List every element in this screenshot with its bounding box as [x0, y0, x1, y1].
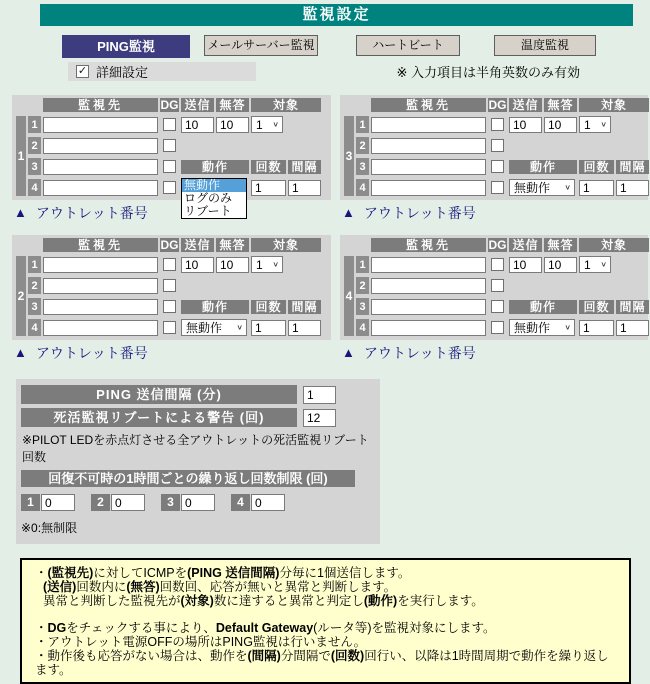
retry-limit-group — [91, 494, 145, 511]
row-number: 1 — [356, 116, 369, 133]
send-count-input[interactable] — [509, 257, 542, 273]
row-number: 3 — [28, 158, 41, 175]
dg-checkbox-4[interactable] — [163, 181, 176, 194]
column-header-subject: 対象 — [251, 238, 321, 252]
outlet-number-link[interactable] — [342, 204, 648, 221]
chevron-down-icon: ∨ — [272, 120, 279, 129]
detail-setting-checkbox[interactable] — [76, 65, 89, 78]
subject-select[interactable] — [251, 116, 283, 133]
chevron-down-icon: ∨ — [600, 260, 607, 269]
explanation-note-box — [20, 558, 631, 684]
action-select-value: 無動作 — [514, 181, 551, 195]
column-header-dg: DG — [488, 98, 507, 112]
action-count-input[interactable] — [579, 320, 614, 336]
check-icon: ✓ — [77, 65, 88, 77]
triangle-up-icon: ▲ — [342, 345, 355, 360]
row-number: 4 — [28, 179, 41, 196]
target-input-3[interactable] — [43, 299, 158, 315]
sub-header-interval: 間隔 — [288, 160, 321, 174]
tab-mail-server-monitor[interactable]: メールサーバー監視 — [204, 35, 318, 56]
ping-interval-input[interactable] — [303, 386, 336, 404]
row-number: 4 — [356, 179, 369, 196]
sub-header-count: 回数 — [251, 160, 286, 174]
target-input-4[interactable] — [371, 180, 486, 196]
retry-limit-input-4[interactable] — [251, 494, 285, 511]
block-number: 4 — [344, 256, 354, 336]
outlet-link-label: アウトレット番号 — [363, 344, 476, 361]
monitor-table — [340, 95, 648, 200]
tab-temperature-monitor[interactable]: 温度監視 — [494, 35, 596, 56]
block-number: 2 — [16, 256, 26, 336]
subject-select-value: 1 — [584, 257, 591, 272]
retry-limit-input-2[interactable] — [111, 494, 145, 511]
action-dropdown-list — [181, 178, 247, 219]
no-answer-count-input[interactable] — [216, 257, 249, 273]
blocks-row-bottom — [12, 235, 650, 361]
target-input-1[interactable] — [43, 117, 158, 133]
subject-select[interactable] — [251, 256, 283, 273]
dg-checkbox-1[interactable] — [163, 118, 176, 131]
triangle-up-icon: ▲ — [14, 205, 27, 220]
row-number: 1 — [356, 256, 369, 273]
sub-header-action: 動作 — [181, 300, 249, 314]
column-header-send: 送信 — [509, 238, 542, 252]
dg-checkbox-1[interactable] — [491, 118, 504, 131]
dg-checkbox-2[interactable] — [163, 139, 176, 152]
triangle-up-icon: ▲ — [342, 205, 355, 220]
outlet-number-link[interactable] — [14, 344, 331, 361]
monitor-block — [12, 95, 331, 221]
note-line: 異常と判断した監視先が(対象)数に達すると異常と判定し(動作)を実行します。 — [43, 594, 484, 608]
block-number: 3 — [344, 116, 354, 196]
outlet-link-label: アウトレット番号 — [35, 204, 148, 221]
column-header-no-answer: 無答 — [544, 98, 577, 112]
column-header-send: 送信 — [181, 238, 214, 252]
action-option-no-action[interactable]: 無動作 — [182, 179, 246, 192]
dg-checkbox-2[interactable] — [163, 279, 176, 292]
row-number: 2 — [28, 277, 41, 294]
reboot-warning-label: 死活監視リブートによる警告 (回) — [21, 408, 297, 427]
dg-checkbox-4[interactable] — [163, 321, 176, 334]
no-answer-count-input[interactable] — [544, 117, 577, 133]
target-input-2[interactable] — [371, 138, 486, 154]
chevron-down-icon: ∨ — [600, 120, 607, 129]
dg-checkbox-1[interactable] — [491, 258, 504, 271]
target-input-1[interactable] — [371, 257, 486, 273]
target-input-1[interactable] — [43, 257, 158, 273]
action-select[interactable] — [181, 319, 247, 336]
send-count-input[interactable] — [181, 257, 214, 273]
ping-interval-label: PING 送信間隔 (分) — [21, 385, 297, 404]
page-title: 監視設定 — [40, 4, 633, 26]
retry-limit-label: 回復不可時の1時間ごとの繰り返し回数制限 (回) — [21, 470, 355, 487]
outlet-link-label: アウトレット番号 — [35, 344, 148, 361]
action-dropdown-wrap — [181, 178, 249, 218]
action-interval-input[interactable] — [616, 320, 649, 336]
column-header-dg: DG — [160, 238, 179, 252]
row-number: 1 — [28, 256, 41, 273]
column-header-send: 送信 — [181, 98, 214, 112]
dg-checkbox-1[interactable] — [163, 258, 176, 271]
column-header-target: 監視先 — [371, 238, 486, 252]
target-input-2[interactable] — [43, 138, 158, 154]
target-input-2[interactable] — [43, 278, 158, 294]
send-count-input[interactable] — [509, 117, 542, 133]
dg-checkbox-4[interactable] — [491, 181, 504, 194]
note-line: ・DGをチェックする事により、Default Gateway(ルータ等)を監視対象にします。 — [35, 621, 496, 635]
dg-checkbox-2[interactable] — [491, 279, 504, 292]
action-interval-input[interactable] — [288, 320, 321, 336]
column-header-dg: DG — [160, 98, 179, 112]
chevron-down-icon: ∨ — [236, 323, 243, 332]
options-bar — [0, 62, 650, 81]
block-number: 1 — [16, 116, 26, 196]
blocks-row-top — [12, 95, 650, 221]
dg-checkbox-4[interactable] — [491, 321, 504, 334]
retry-limit-number: 4 — [231, 494, 250, 511]
retry-limits-row — [21, 494, 380, 511]
column-header-no-answer: 無答 — [544, 238, 577, 252]
note-line: ・動作後も応答がない場合は、動作を(間隔)分間隔で(回数)回行い、以降は1時間周期で動作を繰り返します。 — [35, 649, 609, 677]
reboot-warning-input[interactable] — [303, 409, 336, 427]
send-count-input[interactable] — [181, 117, 214, 133]
no-answer-count-input[interactable] — [544, 257, 577, 273]
sub-header-action: 動作 — [181, 160, 249, 174]
note-line: (送信)回数内に(無答)回数回、応答が無いと異常と判断します。 — [43, 580, 397, 594]
triangle-up-icon: ▲ — [14, 345, 27, 360]
note-line: ・(監視先)に対してICMPを(PING 送信間隔)分毎に1個送信します。 — [35, 566, 411, 580]
row-number: 1 — [28, 116, 41, 133]
subject-select[interactable] — [579, 116, 611, 133]
target-input-3[interactable] — [371, 299, 486, 315]
tab-bar — [62, 35, 650, 58]
monitor-block — [340, 95, 648, 221]
target-input-4[interactable] — [43, 320, 158, 336]
ping-settings-panel — [16, 379, 380, 544]
column-header-target: 監視先 — [371, 98, 486, 112]
note-line: ・アウトレット電源OFFの場所はPING監視は行いません。 — [35, 635, 367, 649]
dg-checkbox-3[interactable] — [163, 160, 176, 173]
outlet-number-link[interactable] — [342, 344, 648, 361]
sub-header-count: 回数 — [579, 300, 614, 314]
monitor-table — [12, 235, 331, 340]
column-header-no-answer: 無答 — [216, 98, 249, 112]
sub-header-interval: 間隔 — [616, 160, 649, 174]
row-number: 2 — [356, 137, 369, 154]
retry-limit-group — [231, 494, 285, 511]
subject-select-value: 1 — [256, 257, 263, 272]
retry-limit-number: 2 — [91, 494, 110, 511]
action-select[interactable] — [509, 179, 575, 196]
row-number: 4 — [356, 319, 369, 336]
row-number: 3 — [356, 298, 369, 315]
row-number: 2 — [356, 277, 369, 294]
row-number: 2 — [28, 137, 41, 154]
monitor-block — [340, 235, 648, 361]
dg-checkbox-3[interactable] — [491, 160, 504, 173]
row-number: 3 — [356, 158, 369, 175]
retry-limit-number: 1 — [21, 494, 40, 511]
pilot-led-note: ※PILOT LEDを赤点灯させる全アウトレットの死活監視リブート回数 — [22, 433, 369, 464]
action-interval-input[interactable] — [616, 180, 649, 196]
sub-header-count: 回数 — [251, 300, 286, 314]
target-input-4[interactable] — [371, 320, 486, 336]
column-header-target: 監視先 — [43, 238, 158, 252]
tab-ping-monitor[interactable]: PING監視 — [62, 35, 190, 58]
target-input-1[interactable] — [371, 117, 486, 133]
row-number: 3 — [28, 298, 41, 315]
action-option-reboot[interactable]: リブート — [184, 204, 232, 218]
subject-select[interactable] — [579, 256, 611, 273]
action-select[interactable] — [509, 319, 575, 336]
sub-header-action: 動作 — [509, 160, 577, 174]
column-header-subject: 対象 — [579, 98, 649, 112]
monitor-block — [12, 235, 331, 361]
detail-setting-strip — [68, 62, 256, 81]
column-header-subject: 対象 — [579, 238, 649, 252]
target-input-4[interactable] — [43, 180, 158, 196]
monitor-table — [340, 235, 648, 340]
sub-header-count: 回数 — [579, 160, 614, 174]
outlet-link-label: アウトレット番号 — [363, 204, 476, 221]
retry-limit-group — [21, 494, 75, 511]
action-count-input[interactable] — [579, 180, 614, 196]
chevron-down-icon: ∨ — [564, 183, 571, 192]
row-number: 4 — [28, 319, 41, 336]
subject-select-value: 1 — [256, 117, 263, 132]
sub-header-interval: 間隔 — [616, 300, 649, 314]
chevron-down-icon: ∨ — [272, 260, 279, 269]
action-select-value: 無動作 — [514, 321, 551, 335]
chevron-down-icon: ∨ — [564, 323, 571, 332]
dg-checkbox-3[interactable] — [163, 300, 176, 313]
sub-header-action: 動作 — [509, 300, 577, 314]
input-restriction-note: ※ 入力項目は半角英数のみ有効 — [396, 65, 580, 80]
retry-limit-input-3[interactable] — [181, 494, 215, 511]
retry-limit-number: 3 — [161, 494, 180, 511]
dg-checkbox-3[interactable] — [491, 300, 504, 313]
target-input-2[interactable] — [371, 278, 486, 294]
action-select-value: 無動作 — [186, 321, 223, 335]
target-input-3[interactable] — [371, 159, 486, 175]
column-header-dg: DG — [488, 238, 507, 252]
column-header-send: 送信 — [509, 98, 542, 112]
zero-unlimited-note: ※0:無制限 — [21, 521, 78, 535]
detail-setting-label: 詳細設定 — [96, 65, 149, 80]
sub-header-interval: 間隔 — [288, 300, 321, 314]
column-header-no-answer: 無答 — [216, 238, 249, 252]
retry-limit-group — [161, 494, 215, 511]
action-count-input[interactable] — [251, 180, 286, 196]
target-input-3[interactable] — [43, 159, 158, 175]
action-option-log-only[interactable]: ログのみ — [184, 191, 233, 205]
column-header-target: 監視先 — [43, 98, 158, 112]
action-interval-input[interactable] — [288, 180, 321, 196]
outlet-number-link[interactable] — [14, 204, 331, 221]
action-count-input[interactable] — [251, 320, 286, 336]
column-header-subject: 対象 — [251, 98, 321, 112]
subject-select-value: 1 — [584, 117, 591, 132]
no-answer-count-input[interactable] — [216, 117, 249, 133]
dg-checkbox-2[interactable] — [491, 139, 504, 152]
retry-limit-input-1[interactable] — [41, 494, 75, 511]
tab-heartbeat[interactable]: ハートビート — [356, 35, 460, 56]
